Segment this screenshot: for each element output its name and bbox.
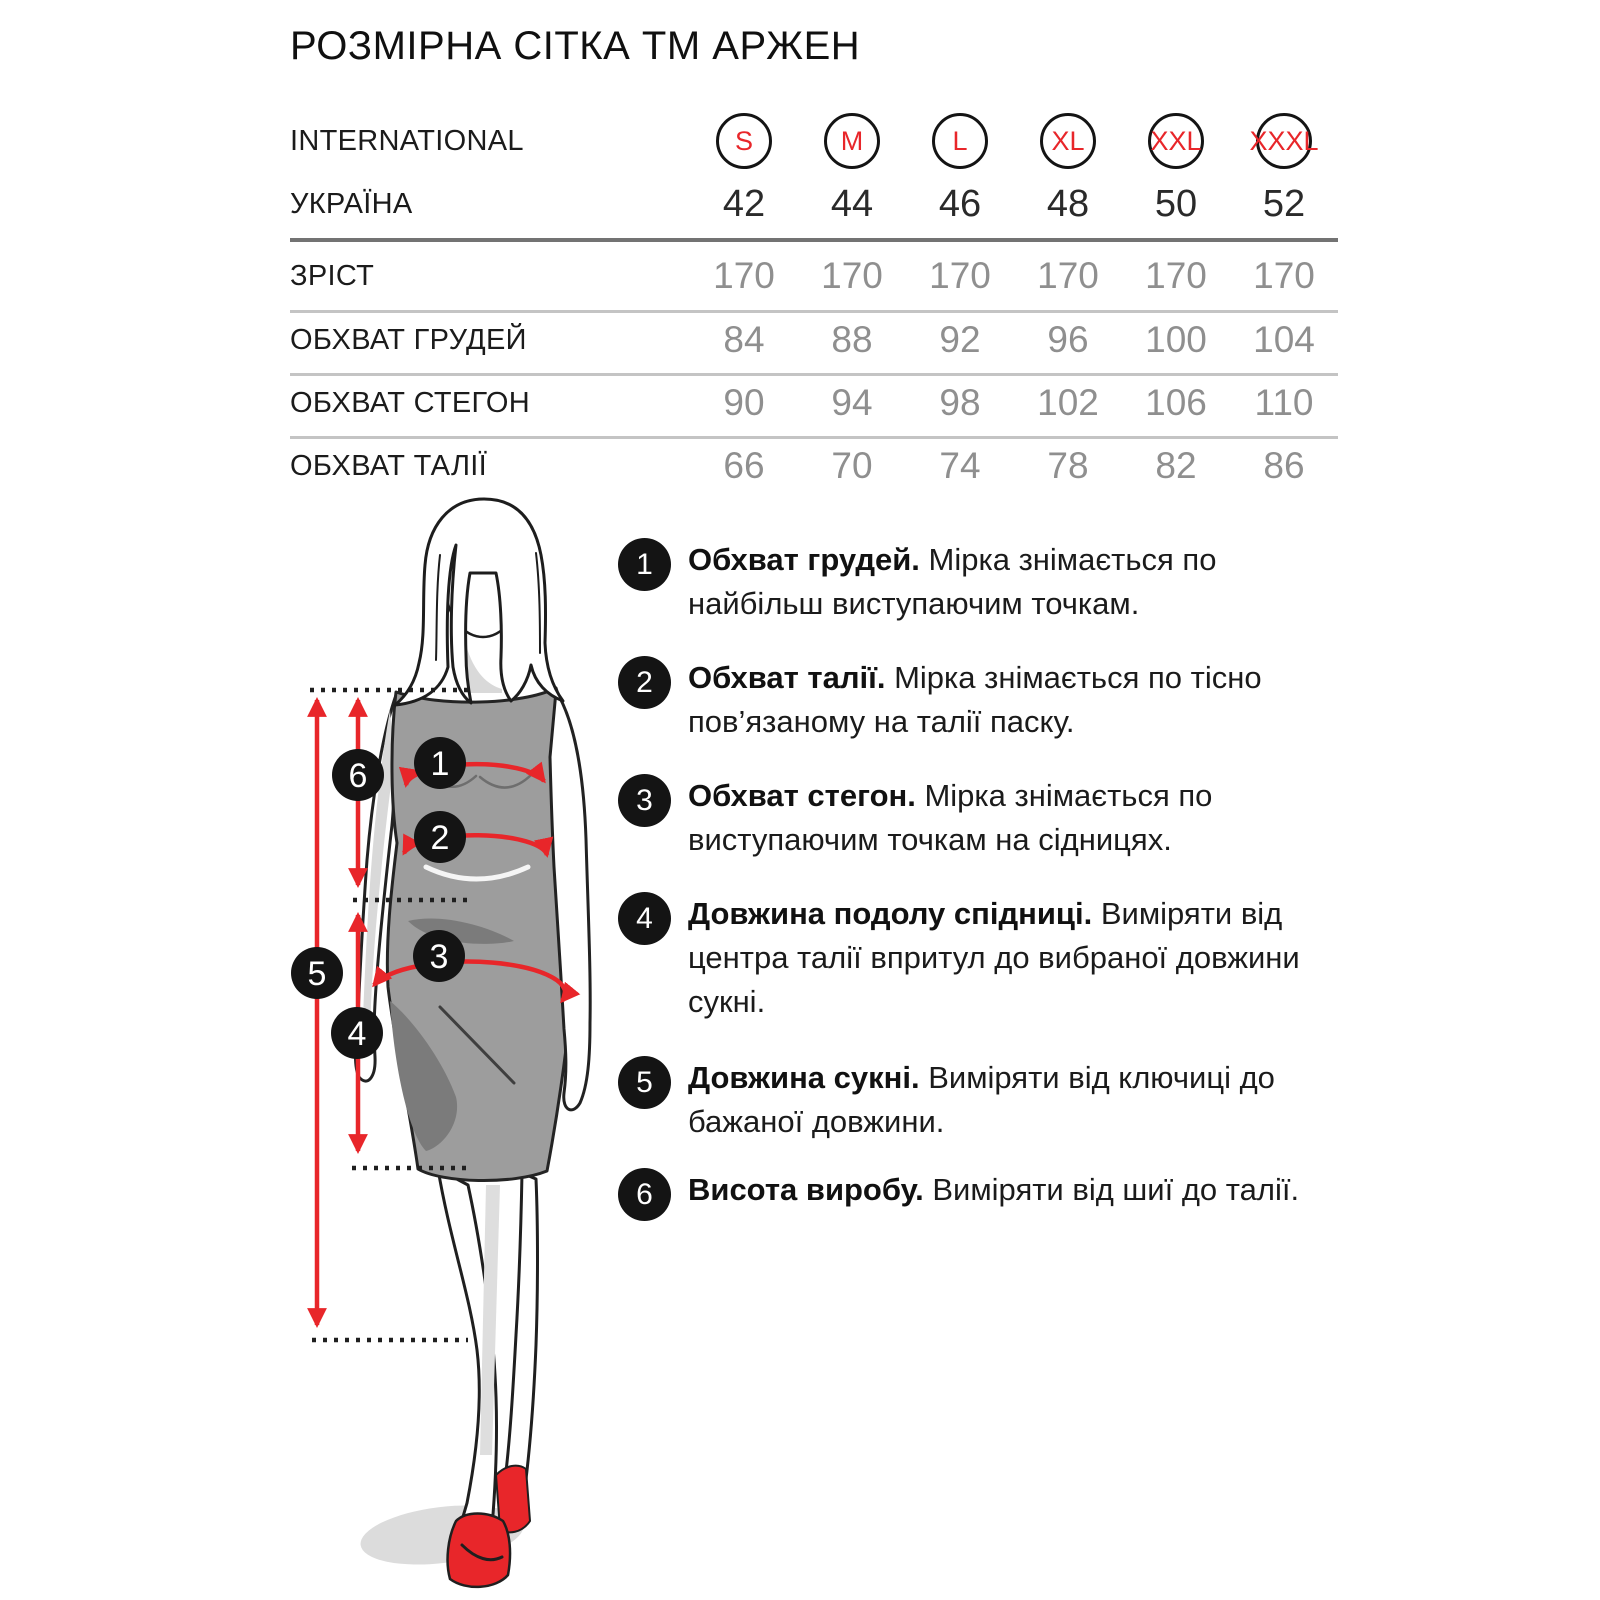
- instruction-text-5: Довжина сукні. Виміряти від ключиці до бажаної довжини.: [688, 1060, 1275, 1139]
- size-badge-xxl: XXL: [1148, 113, 1204, 169]
- woman-sketch: [355, 499, 590, 1587]
- figure-marker-3: [413, 930, 465, 982]
- cell-ukraine-0: 42: [722, 182, 766, 225]
- size-badge-xxxl: XXXL: [1256, 113, 1312, 169]
- cell-waist-0: 66: [723, 445, 765, 486]
- cell-height-2: 170: [929, 255, 991, 296]
- cell-hips-2: 98: [939, 382, 981, 423]
- cell-international-5: [1230, 113, 1338, 169]
- table-separator-dark: [290, 238, 1338, 242]
- cell-ukraine-5: 52: [1262, 182, 1306, 225]
- figure-marker-4: [331, 1007, 383, 1059]
- instruction-item-3: [618, 774, 1333, 862]
- cell-ukraine-4: 50: [1154, 182, 1198, 225]
- cell-height-1: 170: [821, 255, 883, 296]
- cell-hips-0: 90: [723, 382, 765, 423]
- row-label-height: ЗРІСТ: [290, 259, 375, 292]
- cell-international-0: [690, 113, 798, 169]
- instruction-number-badge-1: 1: [618, 538, 671, 591]
- cell-hips-3: 102: [1037, 382, 1099, 423]
- cell-international-1: [798, 113, 906, 169]
- cell-waist-5: 86: [1263, 445, 1305, 486]
- size-badge-l: L: [932, 113, 988, 169]
- instruction-item-2: [618, 656, 1333, 744]
- row-label-hips: ОБХВАТ СТЕГОН: [290, 386, 531, 419]
- svg-text:1: 1: [430, 745, 450, 783]
- figure-marker-5: [291, 947, 343, 999]
- figure-marker-1: [414, 737, 466, 789]
- table-row-hips: [290, 379, 1338, 427]
- cell-ukraine-2: 46: [938, 182, 982, 225]
- table-separator: [290, 373, 1338, 376]
- cell-bust-4: 100: [1145, 319, 1207, 360]
- size-badge-s: S: [716, 113, 772, 169]
- svg-text:4: 4: [347, 1015, 367, 1053]
- cell-international-4: [1122, 113, 1230, 169]
- instruction-text-3: Обхват стегон. Мірка знімається по виступаючим точкам на сідницях.: [688, 778, 1213, 857]
- instruction-item-6: [618, 1168, 1333, 1221]
- instruction-item-1: [618, 538, 1333, 626]
- svg-text:6: 6: [348, 757, 368, 795]
- row-label-ukraine: УКРАЇНА: [290, 187, 413, 220]
- instruction-text-6: Висота виробу. Виміряти від шиї до талії.: [688, 1172, 1300, 1207]
- instruction-text-2: Обхват талії. Мірка знімається по тісно пов’язаному на талії паску.: [688, 660, 1262, 739]
- cell-bust-5: 104: [1253, 319, 1315, 360]
- table-row-waist: [290, 442, 1338, 490]
- instruction-number-badge-4: 4: [618, 892, 671, 945]
- cell-international-2: [906, 113, 1014, 169]
- instruction-number-badge-5: 5: [618, 1056, 671, 1109]
- cell-bust-1: 88: [831, 319, 873, 360]
- cell-bust-0: 84: [723, 319, 765, 360]
- instruction-number-badge-6: 6: [618, 1168, 671, 1221]
- instruction-number-badge-2: 2: [618, 656, 671, 709]
- cell-waist-1: 70: [831, 445, 873, 486]
- cell-ukraine-3: 48: [1046, 182, 1090, 225]
- row-label-international: INTERNATIONAL: [290, 124, 524, 157]
- cell-hips-1: 94: [831, 382, 873, 423]
- measurement-figure-illustration: [290, 495, 650, 1595]
- cell-waist-4: 82: [1155, 445, 1197, 486]
- cell-height-0: 170: [713, 255, 775, 296]
- cell-international-3: [1014, 113, 1122, 169]
- instruction-text-4: Довжина подолу спідниці. Виміряти від центра талії впритул до вибраної довжини сукні.: [688, 896, 1300, 1019]
- row-label-bust: ОБХВАТ ГРУДЕЙ: [290, 323, 527, 356]
- svg-text:2: 2: [430, 819, 450, 857]
- size-badge-m: M: [824, 113, 880, 169]
- cell-hips-4: 106: [1145, 382, 1207, 423]
- instruction-text-1: Обхват грудей. Мірка знімається по найбільш виступаючим точкам.: [688, 542, 1217, 621]
- table-row-international: [290, 112, 1338, 170]
- page-title: РОЗМІРНА СІТКА ТМ АРЖЕН: [290, 24, 861, 68]
- instruction-item-4: [618, 892, 1333, 1024]
- figure-marker-2: [414, 811, 466, 863]
- cell-bust-3: 96: [1047, 319, 1089, 360]
- cell-height-4: 170: [1145, 255, 1207, 296]
- table-separator: [290, 310, 1338, 313]
- leg-back: [501, 1173, 538, 1502]
- table-row-bust: [290, 316, 1338, 364]
- instruction-item-5: [618, 1056, 1333, 1144]
- table-separator: [290, 436, 1338, 439]
- row-label-waist: ОБХВАТ ТАЛІЇ: [290, 449, 487, 482]
- cell-ukraine-1: 44: [830, 182, 874, 225]
- instruction-number-badge-3: 3: [618, 774, 671, 827]
- size-badge-xl: XL: [1040, 113, 1096, 169]
- table-row-height: [290, 252, 1338, 300]
- cell-hips-5: 110: [1254, 382, 1314, 423]
- shoe-front: [448, 1514, 510, 1587]
- cell-waist-3: 78: [1047, 445, 1089, 486]
- table-row-ukraine: [290, 180, 1338, 228]
- cell-height-3: 170: [1037, 255, 1099, 296]
- svg-text:5: 5: [307, 955, 327, 993]
- cell-height-5: 170: [1253, 255, 1315, 296]
- cell-waist-2: 74: [939, 445, 981, 486]
- figure-marker-6: [332, 749, 384, 801]
- svg-text:3: 3: [429, 938, 449, 976]
- cell-bust-2: 92: [939, 319, 981, 360]
